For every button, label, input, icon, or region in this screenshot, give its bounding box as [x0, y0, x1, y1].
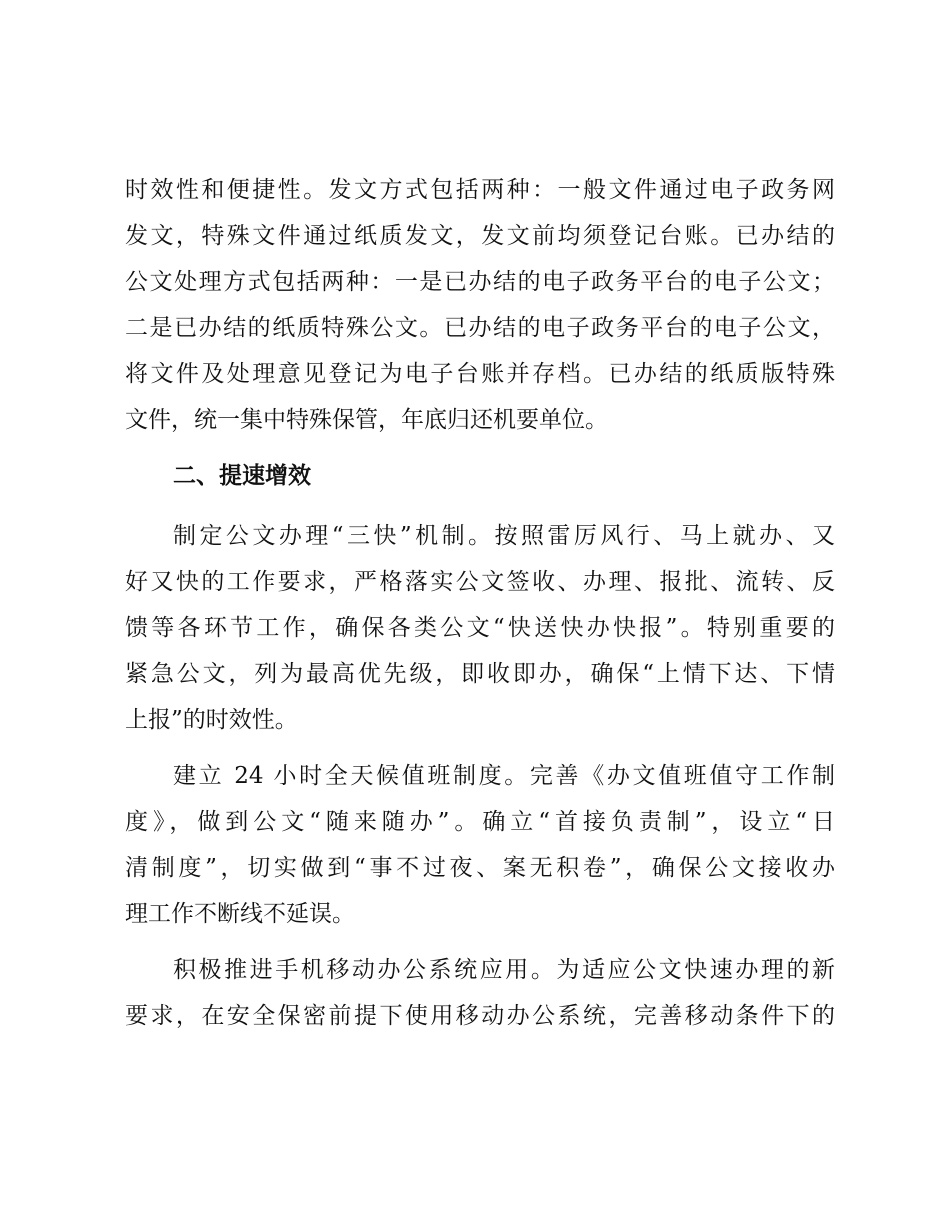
paragraph-2-line-3: 馈等各环节工作，确保各类公文“快送快办快报”。特别重要的 — [125, 615, 835, 641]
paragraph-3-line-3: 清制度”，切实做到“事不过夜、案无积卷”，确保公文接收办 — [125, 855, 835, 881]
paragraph-4-line-2: 要求，在安全保密前提下使用移动办公系统，完善移动条件下的 — [125, 1003, 835, 1029]
paragraph-2-line-1: 制定公文办理“三快”机制。按照雷厉风行、马上就办、又 — [173, 523, 835, 549]
section-heading: 二、提速增效 — [173, 463, 311, 489]
paragraph-1-line-5: 将文件及处理意见登记为电子台账并存档。已办结的纸质版特殊 — [125, 361, 835, 387]
paragraph-2-line-2: 好又快的工作要求，严格落实公文签收、办理、报批、流转、反 — [125, 569, 835, 595]
paragraph-2-line-4: 紧急公文，列为最高优先级，即收即办，确保“上情下达、下情 — [125, 661, 835, 687]
paragraph-1-line-4: 二是已办结的纸质特殊公文。已办结的电子政务平台的电子公文， — [125, 315, 835, 341]
paragraph-1-line-2: 发文，特殊文件通过纸质发文，发文前均须登记台账。已办结的 — [125, 223, 835, 249]
paragraph-4-line-1: 积极推进手机移动办公系统应用。为适应公文快速办理的新 — [173, 957, 835, 983]
paragraph-1-line-6: 文件，统一集中特殊保管，年底归还机要单位。 — [125, 407, 608, 433]
paragraph-3-line-1: 建立 24 小时全天候值班制度。完善《办文值班值守工作制 — [173, 763, 835, 789]
paragraph-2-line-5: 上报”的时效性。 — [125, 707, 298, 733]
paragraph-3-line-2: 度》，做到公文“随来随办”。确立“首接负责制”，设立“日 — [125, 809, 835, 835]
paragraph-1-line-3: 公文处理方式包括两种：一是已办结的电子政务平台的电子公文； — [125, 269, 835, 295]
paragraph-3-line-4: 理工作不断线不延误。 — [125, 901, 355, 927]
paragraph-1-line-1: 时效性和便捷性。发文方式包括两种：一般文件通过电子政务网 — [125, 177, 835, 203]
